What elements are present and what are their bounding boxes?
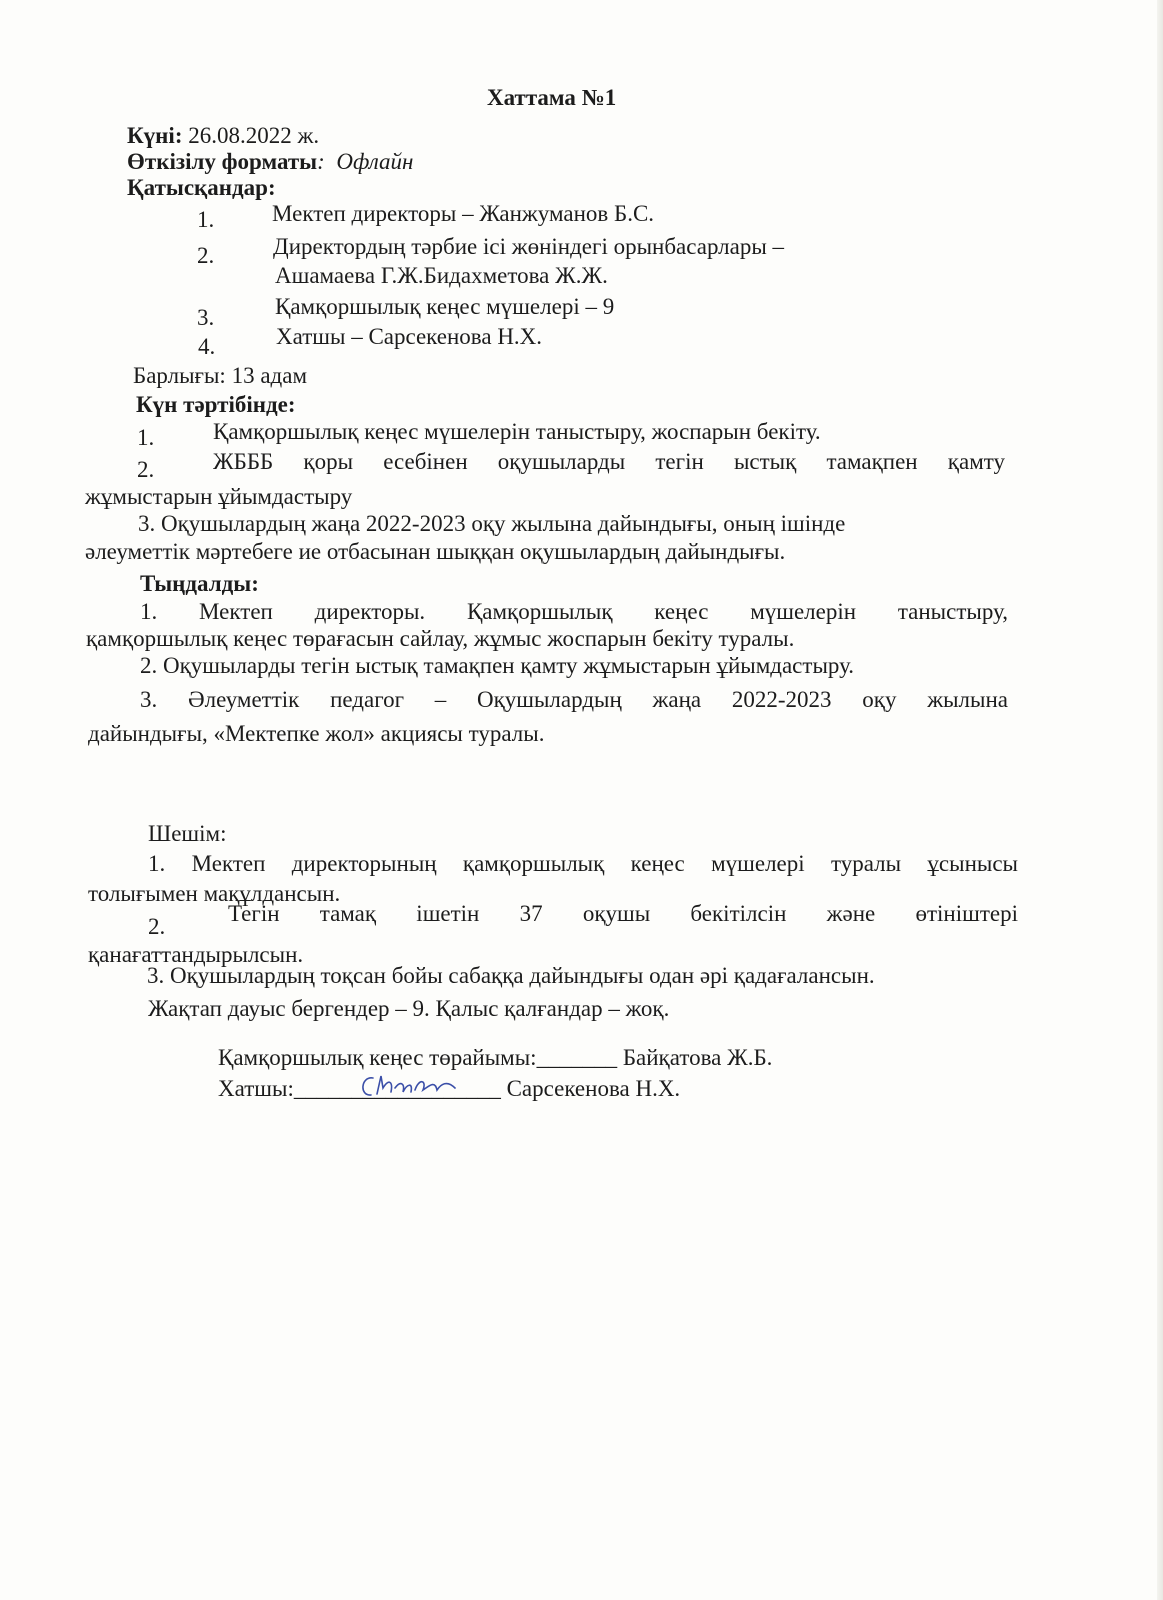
agenda-item: 3. Оқушылардың жаңа 2022-2023 оқу жылына дайындығы, оның ішінде bbox=[138, 511, 846, 536]
list-number: 2. bbox=[197, 243, 215, 268]
list-number: 1. bbox=[137, 425, 155, 450]
decision-item: Тегін тамақ ішетін 37 оқушы бекітілсін және өтініштері bbox=[228, 901, 1018, 926]
participant-item-cont: Ашамаева Г.Ж.Бидахметова Ж.Ж. bbox=[275, 263, 608, 288]
chair-signature-line bbox=[218, 1044, 772, 1072]
chair-label: Қамқоршылық кеңес төрайымы:_______ bbox=[218, 1045, 618, 1070]
secretary-label: Хатшы: bbox=[218, 1076, 294, 1101]
format-label: Өткізілу форматы bbox=[127, 149, 318, 174]
page-title: Хаттама №1 bbox=[487, 85, 617, 110]
agenda-item: Қамқоршылық кеңес мүшелерін таныстыру, жоспарын бекіту. bbox=[213, 419, 821, 444]
vote-result: Жақтап дауыс бергендер – 9. Қалыс қалғандар – жоқ. bbox=[148, 996, 670, 1021]
agenda-label: Күн тәртібінде: bbox=[136, 392, 296, 417]
date-value: 26.08.2022 ж. bbox=[182, 123, 320, 148]
participants-total: Барлығы: 13 адам bbox=[133, 363, 307, 388]
heard-item: 3. Әлеуметтік педагог – Оқушылардың жаңа 2022-2023 оқу жылына bbox=[140, 687, 1008, 712]
agenda-item-cont: жұмыстарын ұйымдастыру bbox=[85, 484, 353, 509]
decision-item-cont: қанағаттандырылсын. bbox=[88, 942, 304, 967]
agenda-item: ЖБББ қоры есебінен оқушыларды тегін ыстық тамақпен қамту bbox=[213, 449, 1005, 474]
secretary-name: Сарсекенова Н.Х. bbox=[500, 1076, 681, 1101]
list-number: 4. bbox=[198, 334, 216, 359]
heard-item-cont: дайындығы, «Мектепке жол» акциясы туралы. bbox=[88, 721, 545, 746]
heard-item: 1. Мектеп директоры. Қамқоршылық кеңес мүшелерін таныстыру, bbox=[140, 599, 1008, 624]
format-value: Офлайн bbox=[336, 149, 414, 174]
list-number: 3. bbox=[197, 305, 215, 330]
decision-item: 3. Оқушылардың тоқсан бойы сабаққа дайындығы одан әрі қадағалансын. bbox=[147, 963, 875, 988]
participant-item: Мектеп директоры – Жанжуманов Б.С. bbox=[272, 201, 655, 226]
heard-label: Тыңдалды: bbox=[140, 571, 259, 596]
format-line bbox=[127, 148, 413, 176]
list-number: 1. bbox=[197, 207, 215, 232]
heard-item-cont: қамқоршылық кеңес төрағасын сайлау, жұмыс жоспарын бекіту туралы. bbox=[86, 626, 795, 651]
list-number: 2. bbox=[148, 914, 166, 939]
participants-label: Қатысқандар: bbox=[127, 175, 276, 200]
decision-label: Шешім: bbox=[148, 821, 227, 846]
scan-edge bbox=[1157, 0, 1163, 1600]
participant-item: Директордың тәрбие ісі жөніндегі орынбасарлары – bbox=[273, 234, 785, 259]
participant-item: Қамқоршылық кеңес мүшелері – 9 bbox=[275, 294, 615, 319]
heard-item: 2. Оқушыларды тегін ыстық тамақпен қамту жұмыстарын ұйымдастыру. bbox=[140, 653, 855, 678]
participant-item: Хатшы – Сарсекенова Н.Х. bbox=[276, 324, 543, 349]
agenda-item-cont: әлеуметтік мәртебеге ие отбасынан шыққан оқушылардың дайындығы. bbox=[85, 539, 786, 564]
date-label: Күні: bbox=[127, 123, 183, 148]
format-colon: : bbox=[317, 149, 325, 174]
chair-name: Байқатова Ж.Б. bbox=[617, 1045, 773, 1070]
decision-item-cont: толығымен мақұлдансын. bbox=[88, 881, 341, 906]
secretary-blank: __________________ bbox=[293, 1076, 501, 1101]
handwritten-signature bbox=[355, 1068, 465, 1104]
list-number: 2. bbox=[137, 457, 155, 482]
date-line bbox=[127, 122, 319, 150]
decision-item: 1. Мектеп директорының қамқоршылық кеңес мүшелері туралы ұсынысы bbox=[148, 851, 1018, 876]
